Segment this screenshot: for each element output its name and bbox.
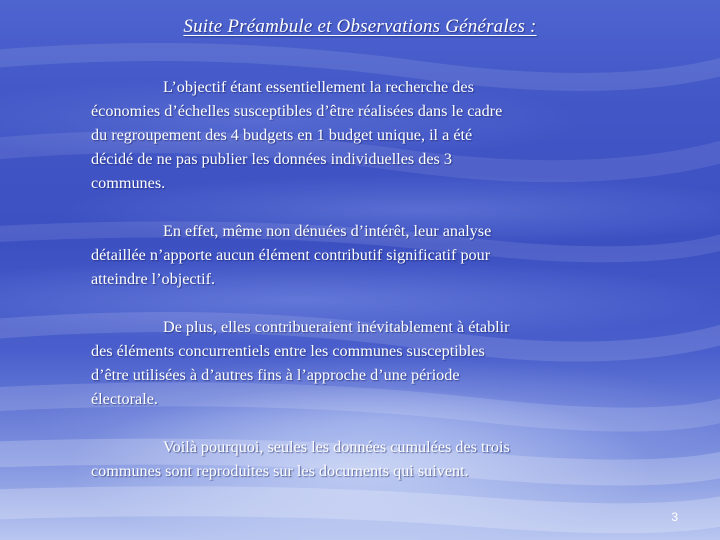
paragraph-line: atteindre l’objectif.	[91, 270, 216, 288]
paragraph-spacer	[91, 291, 631, 315]
paragraph-line: détaillée n’apporte aucun élément contributif significatif pour	[91, 246, 491, 264]
paragraph-line: En effet, même non dénuées d’intérêt, leur analyse	[163, 222, 492, 240]
paragraph-line: communes.	[91, 174, 166, 192]
paragraph-competition	[91, 315, 631, 411]
paragraph-line: Voilà pourquoi, seules les données cumulées des trois	[163, 438, 510, 456]
paragraph-analysis	[91, 219, 631, 291]
paragraph-line: communes sont reproduites sur les documents qui suivent.	[91, 462, 469, 480]
paragraph-line: du regroupement des 4 budgets en 1 budget unique, il a été	[91, 126, 473, 144]
page-number: 3	[671, 510, 678, 524]
paragraph-line: De plus, elles contribueraient inévitablement à établir	[163, 318, 510, 336]
paragraph-line: économies d’échelles susceptibles d’être réalisées dans le cadre	[91, 102, 503, 120]
slide-title: Suite Préambule et Observations Générales :	[183, 16, 537, 37]
paragraph-spacer	[91, 411, 631, 435]
paragraph-objective	[91, 75, 631, 195]
paragraph-line: des éléments concurrentiels entre les communes susceptibles	[91, 342, 485, 360]
paragraph-line: électorale.	[91, 390, 158, 408]
paragraph-conclusion	[91, 435, 631, 483]
paragraph-line: décidé de ne pas publier les données individuelles des 3	[91, 150, 452, 168]
paragraph-line: L’objectif étant essentiellement la recherche des	[163, 78, 474, 96]
slide-body	[91, 75, 631, 483]
paragraph-line: d’être utilisées à d’autres fins à l’approche d’une période	[91, 366, 460, 384]
paragraph-spacer	[91, 195, 631, 219]
